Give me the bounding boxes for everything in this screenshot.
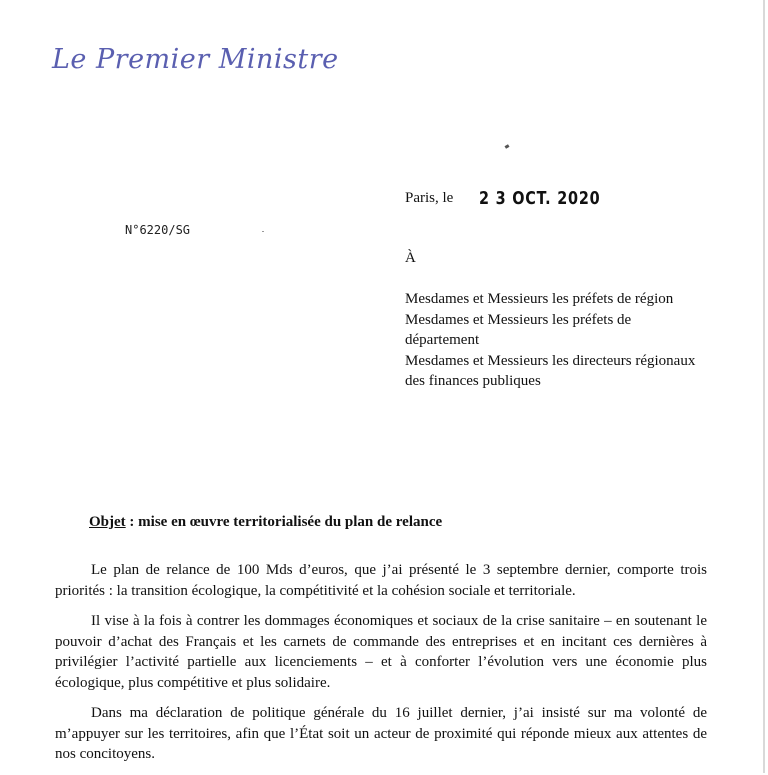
letter-body xyxy=(55,560,707,775)
recipient-line: Mesdames et Messieurs les préfets de région xyxy=(405,291,674,307)
date-stamp: 2 3 OCT. 2020 xyxy=(479,188,601,209)
subject-label: Objet xyxy=(89,514,126,530)
date-line xyxy=(405,188,631,209)
recipients-prefix: À xyxy=(405,250,416,266)
recipients-block xyxy=(405,289,705,392)
body-paragraph: Dans ma déclaration de politique générale du 16 juillet dernier, j’ai insisté sur ma volonté de m’appuyer sur les territoires, afin que l’État soit un acteur de proximité qui réponde mieux aux attentes de nos concitoyens. xyxy=(55,705,707,762)
recipient-line: Mesdames et Messieurs les préfets de département xyxy=(405,311,632,348)
letterhead-signature: Le Premier Ministre xyxy=(52,44,339,75)
reference-number: N°6220/SG xyxy=(125,223,191,237)
date-prefix: Paris, le xyxy=(405,190,454,206)
scan-mark xyxy=(262,231,264,232)
body-paragraph: Le plan de relance de 100 Mds d’euros, que j’ai présenté le 3 septembre dernier, comporte trois priorités : la transition écologique, la compétitivité et la cohésion sociale et territoriale. xyxy=(55,562,707,599)
subject-text: : mise en œuvre territorialisée du plan de relance xyxy=(125,514,443,530)
subject-line xyxy=(89,514,442,531)
recipient-line: Mesdames et Messieurs les directeurs régionaux des finances publiques xyxy=(405,352,696,389)
body-paragraph: Il vise à la fois à contrer les dommages économiques et sociaux de la crise sanitaire – en soutenant le pouvoir d’achat des Français et les carnets de commande des entreprises et en incitant ces dernières à privilégier l’activité partielle aux licenciements – et à conforter l’évolution vers une économie plus écologique, plus compétitive et plus solidaire. xyxy=(55,613,707,691)
